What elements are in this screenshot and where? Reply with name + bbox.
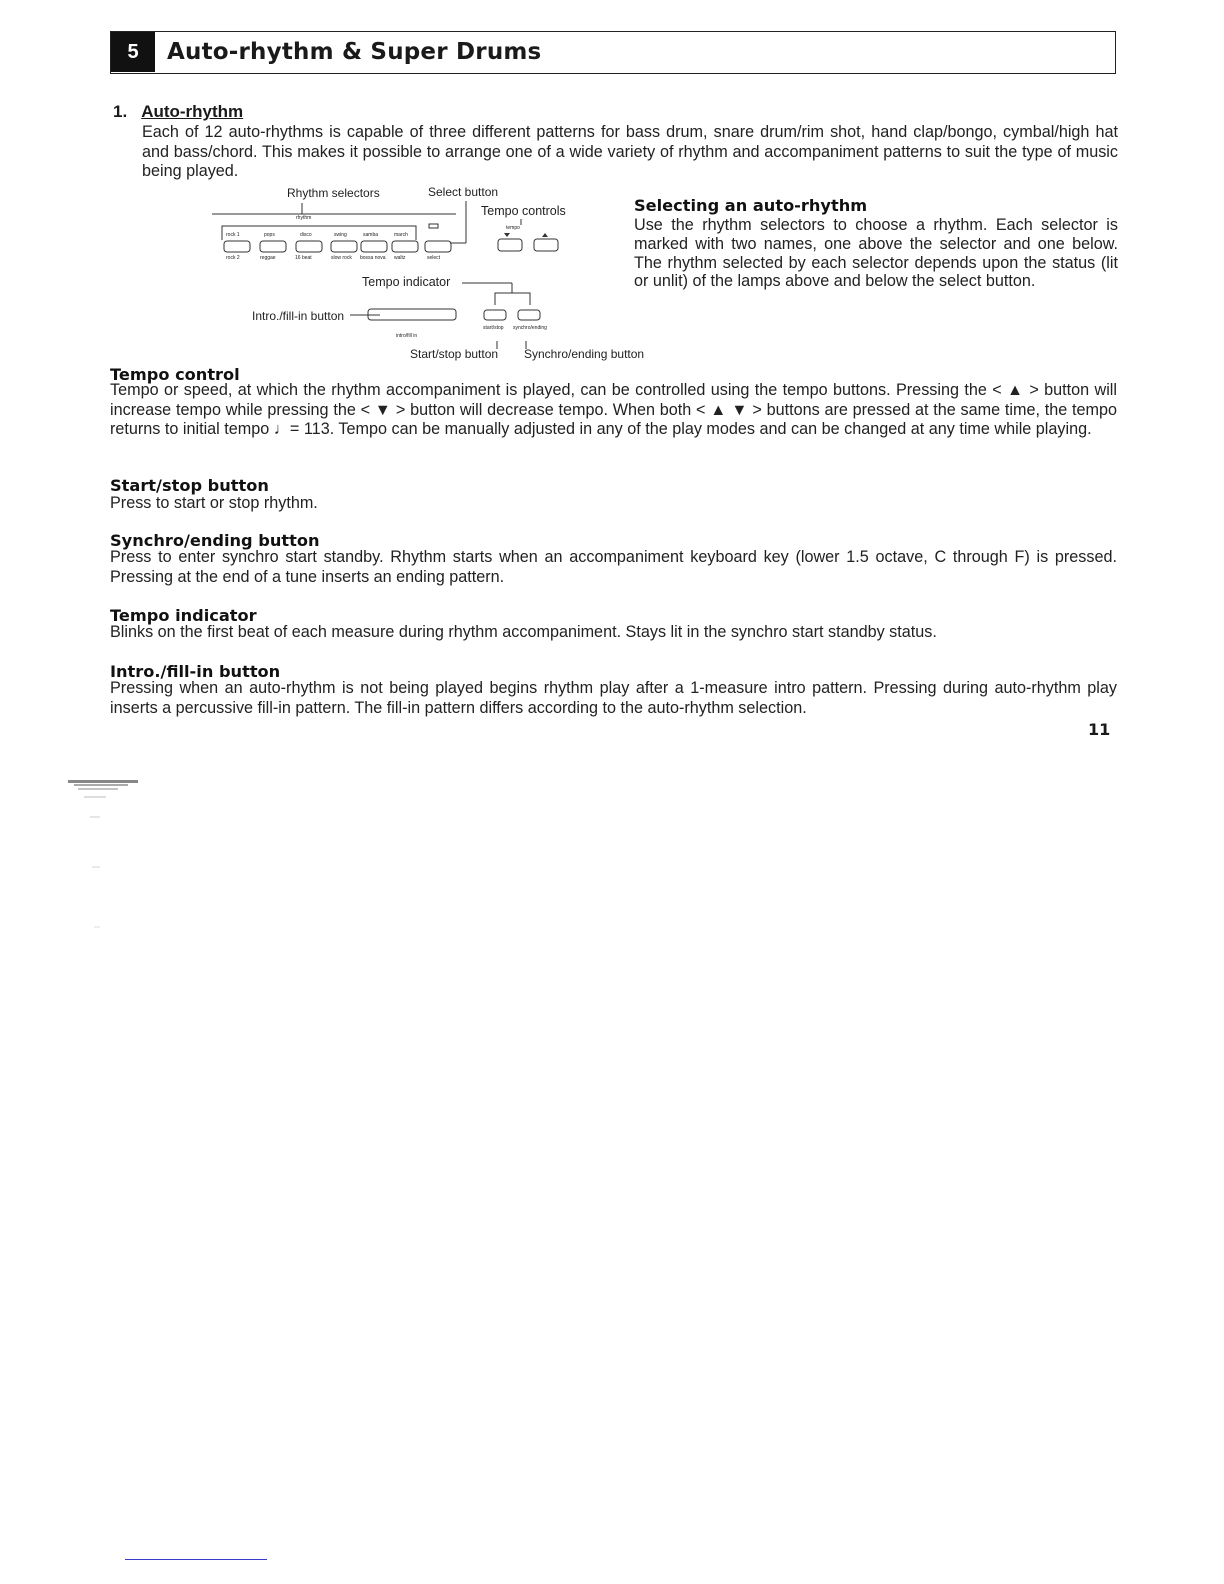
chapter-title: Auto-rhythm & Super Drums: [167, 39, 542, 65]
synchro-ending-body: Press to enter synchro start standby. Rhythm starts when an accompaniment keyboard key (lower 1.5 octave, C through F) is pressed. Pressing at the end of a tune inserts an ending pattern.: [110, 548, 1117, 586]
start-stop-body: Press to start or stop rhythm.: [110, 494, 318, 512]
scan-noise-decoration: [68, 776, 218, 1036]
chapter-number-badge: 5: [111, 32, 155, 72]
label-intro-fill-in-button: Intro./fill-in button: [252, 309, 345, 323]
panel-upper-name: disco: [300, 232, 312, 238]
panel-upper-name: pops: [264, 232, 275, 238]
selecting-heading: Selecting an auto-rhythm: [634, 196, 868, 215]
tempo-indicator-heading: Tempo indicator: [110, 606, 257, 625]
section-heading: [113, 102, 243, 122]
panel-lower-name: rock 2: [226, 255, 240, 261]
label-rhythm-selectors: Rhythm selectors: [287, 186, 380, 200]
panel-upper-name: march: [394, 232, 408, 238]
page-number: 11: [1088, 720, 1111, 739]
label-synchro-ending-button: Synchro/ending button: [524, 347, 645, 361]
panel-intro-text: intro/fill in: [396, 333, 418, 339]
label-tempo-controls: Tempo controls: [481, 204, 566, 218]
panel-lower-name: waltz: [394, 255, 406, 261]
label-select-button: Select button: [428, 185, 499, 199]
panel-lower-name: 16 beat: [295, 255, 312, 261]
panel-lower-name: slow rock: [331, 255, 352, 261]
panel-rhythm-text: rhythm: [296, 215, 312, 221]
panel-tempo-text: tempo: [506, 225, 520, 231]
tempo-indicator-body: Blinks on the first beat of each measure during rhythm accompaniment. Stays lit in the synchro start standby status.: [110, 623, 937, 641]
start-stop-heading: Start/stop button: [110, 476, 269, 495]
panel-synchro-ending-text: synchro/ending: [513, 325, 547, 331]
panel-lower-name: bossa nova: [360, 255, 386, 261]
label-tempo-indicator: Tempo indicator: [362, 275, 451, 289]
tempo-control-heading: Tempo control: [110, 365, 240, 384]
section-intro: Each of 12 auto-rhythms is capable of three different patterns for bass drum, snare drum/rim shot, hand clap/bongo, cymbal/high hat and bass/chord. This makes it possible to arrange one of a wide variety of rhythm and accompaniment patterns to suit the type of music being played.: [142, 123, 1118, 180]
panel-lower-name: reggae: [260, 255, 276, 261]
panel-start-stop-text: start/stop: [483, 325, 504, 331]
panel-upper-name: rock 1: [226, 232, 240, 238]
panel-lower-name: select: [427, 255, 441, 261]
synchro-ending-heading: Synchro/ending button: [110, 531, 320, 550]
footer-rule: [125, 1559, 267, 1560]
section-number: 1.: [113, 102, 128, 121]
selecting-body: Use the rhythm selectors to choose a rhythm. Each selector is marked with two names, one above the selector and one below. The rhythm selected by each selector depends upon the status (lit or unlit) of the lamps above and below the select button.: [634, 216, 1118, 291]
label-start-stop-button: Start/stop button: [410, 347, 499, 361]
section-title: Auto-rhythm: [141, 102, 244, 121]
control-panel-diagram: [200, 183, 670, 368]
intro-fill-heading: Intro./fill-in button: [110, 662, 281, 681]
chapter-header: [110, 31, 1116, 74]
tempo-control-body: Tempo or speed, at which the rhythm accompaniment is played, can be controlled using the tempo buttons. Pressing the < ▲ > button will increase tempo while pressing the < ▼ > button will decrease tempo. When both < ▲ ▼ > buttons are pressed at the same time, the tempo returns to initial tempo ♩= 113. Tempo can be manually adjusted in any of the play modes and can be changed at any time while playing.: [110, 381, 1117, 438]
panel-upper-name: swing: [334, 232, 347, 238]
intro-fill-body: Pressing when an auto-rhythm is not being played begins rhythm play after a 1-measure intro pattern. Pressing during auto-rhythm play inserts a percussive fill-in pattern. The fill-in pattern differs according to the auto-rhythm selection.: [110, 679, 1117, 717]
panel-upper-name: samba: [363, 232, 379, 238]
